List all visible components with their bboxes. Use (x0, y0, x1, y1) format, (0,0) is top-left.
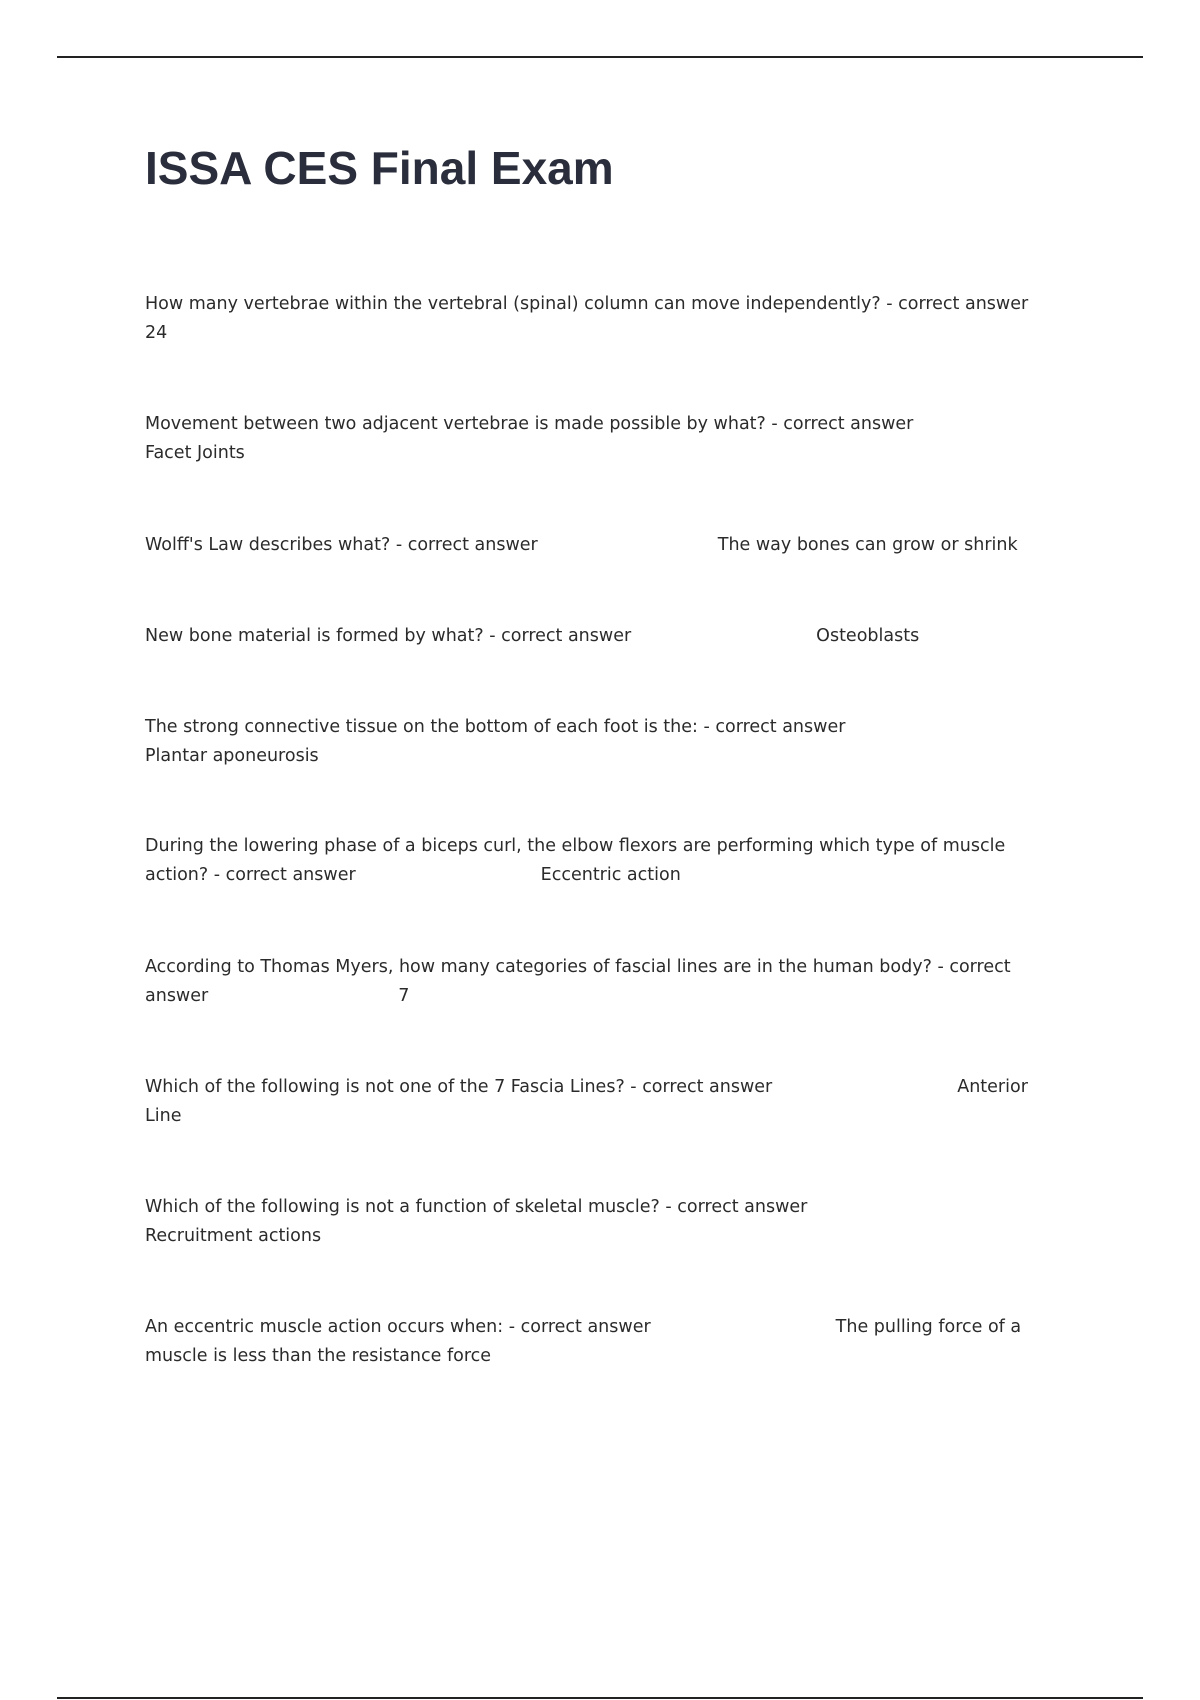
separator: - (931, 957, 950, 977)
top-rule (57, 56, 1143, 58)
answer-text: Plantar aponeurosis (145, 746, 319, 766)
answer-label: correct answer (520, 1317, 651, 1337)
answer-text: Anterior Line (145, 1077, 1028, 1126)
separator: - (483, 626, 502, 646)
answer-label: correct answer (407, 535, 538, 555)
qa-item-9 (145, 1193, 1055, 1251)
qa-item-1 (145, 290, 1055, 348)
separator: - (659, 1197, 678, 1217)
answer-label: correct answer (677, 1197, 808, 1217)
qa-item-4 (145, 622, 1055, 651)
answer-text: 24 (145, 323, 168, 343)
answer-label: correct answer (501, 626, 632, 646)
document-title: ISSA CES Final Exam (145, 142, 614, 194)
answer-text: Recruitment actions (145, 1226, 322, 1246)
qa-item-2 (145, 410, 1055, 468)
question-text: During the lowering phase of a biceps curl, the elbow flexors are performing which type of muscle action? (145, 836, 1006, 885)
question-text: Which of the following is not a function of skeletal muscle? (145, 1197, 660, 1217)
question-text: An eccentric muscle action occurs when: (145, 1317, 504, 1337)
answer-text: Osteoblasts (816, 626, 920, 646)
qa-item-6 (145, 832, 1055, 890)
answer-text: 7 (398, 986, 410, 1006)
separator: - (503, 1317, 521, 1337)
answer-label: correct answer (225, 865, 356, 885)
qa-item-5 (145, 713, 1055, 771)
separator: - (765, 414, 784, 434)
question-text: Wolff's Law describes what? (145, 535, 391, 555)
question-text: According to Thomas Myers, how many categories of fascial lines are in the human body? (145, 957, 932, 977)
answer-label: correct answer (783, 414, 914, 434)
answer-text: The way bones can grow or shrink (717, 535, 1018, 555)
answer-text: Eccentric action (540, 865, 681, 885)
separator: - (697, 717, 716, 737)
question-text: Movement between two adjacent vertebrae is made possible by what? (145, 414, 766, 434)
answer-text: Facet Joints (145, 443, 245, 463)
separator: - (208, 865, 226, 885)
question-text: The strong connective tissue on the bottom of each foot is the: (145, 717, 698, 737)
question-text: How many vertebrae within the vertebral (spinal) column can move independently? (145, 294, 881, 314)
qa-item-8 (145, 1073, 1055, 1131)
answer-label: correct answer (898, 294, 1029, 314)
bottom-rule (57, 1697, 1143, 1699)
qa-item-10 (145, 1313, 1055, 1371)
separator: - (390, 535, 408, 555)
answer-label: correct answer (715, 717, 846, 737)
separator: - (880, 294, 899, 314)
answer-label: correct answer (145, 957, 1011, 1006)
qa-item-3 (145, 531, 1055, 560)
question-text: New bone material is formed by what? (145, 626, 484, 646)
question-text: Which of the following is not one of the 7 Fascia Lines? (145, 1077, 625, 1097)
answer-text: The pulling force of a muscle is less than the resistance force (145, 1317, 1022, 1366)
separator: - (624, 1077, 643, 1097)
qa-item-7 (145, 953, 1055, 1011)
answer-label: correct answer (642, 1077, 773, 1097)
